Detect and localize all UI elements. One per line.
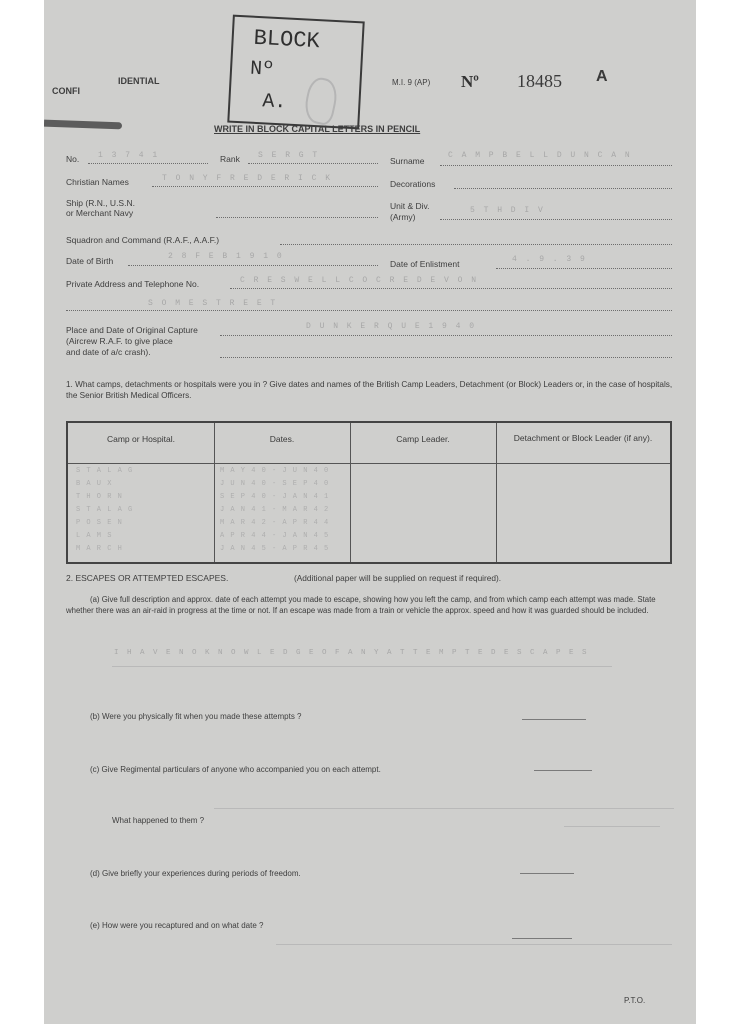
- col-detachment-leader: Detachment or Block Leader (if any).: [513, 433, 653, 443]
- paper-tab-mark: [44, 120, 122, 130]
- value-rank: S E R G T: [258, 151, 320, 160]
- section2-heading-note: (Additional paper will be supplied on request if required).: [294, 573, 502, 583]
- instruction-heading: WRITE IN BLOCK CAPITAL LETTERS IN PENCIL: [214, 124, 421, 134]
- confidential-right: IDENTIAL: [118, 76, 160, 86]
- row-5-camp: L A M S: [76, 532, 113, 540]
- col-dates: Dates.: [269, 434, 295, 444]
- pto-label: P.T.O.: [624, 996, 646, 1005]
- value-enlistment: 4 . 9 . 3 9: [512, 255, 587, 264]
- row-3-dates: J A N 4 1 - M A R 4 2: [220, 506, 330, 514]
- form-code: M.I. 9 (AP): [392, 78, 431, 87]
- section2-e-text: (e) How were you recaptured and on what date ?: [90, 921, 264, 930]
- col-camp-leader: Camp Leader.: [396, 434, 450, 444]
- row-6-camp: M A R C H: [76, 545, 123, 553]
- row-6-dates: J A N 4 5 - A P R 4 5: [220, 545, 330, 553]
- label-address: Private Address and Telephone No.: [66, 279, 200, 289]
- value-unit: 5 T H D I V: [470, 206, 545, 215]
- section2-a-text: (a) Give full description and approx. date of each attempt you made to escape, showing how you left the camp, and from which camp each attempt was made. State whether there was an air-raid in progress at the time or not. If an escape was made from a train or vehicle the approx. speed and how it was guarded should be included.: [66, 595, 656, 615]
- value-address-1: C R E S W E L L C O C R E D E V O N: [240, 276, 479, 285]
- value-capture: D U N K E R Q U E 1 9 4 0: [306, 322, 477, 331]
- row-2-camp: T H O R N: [76, 493, 123, 501]
- value-no: 1 3 7 4 1: [98, 151, 160, 160]
- camps-table: [66, 421, 672, 564]
- col-camp: Camp or Hospital.: [106, 434, 176, 444]
- value-surname: C A M P B E L L D U N C A N: [448, 151, 632, 160]
- stamp-line-3: A.: [261, 90, 287, 115]
- label-dob: Date of Birth: [66, 256, 114, 266]
- section2-c-text: (c) Give Regimental particulars of anyone who accompanied you on each attempt.: [90, 765, 381, 774]
- row-0-camp: S T A L A G: [76, 467, 134, 475]
- section2-heading: 2. ESCAPES OR ATTEMPTED ESCAPES.: [66, 573, 229, 583]
- form-number: 18485: [517, 71, 562, 91]
- label-decorations: Decorations: [390, 179, 436, 189]
- row-1-dates: J U N 4 0 - S E P 4 0: [220, 480, 330, 488]
- label-enlistment: Date of Enlistment: [390, 259, 460, 269]
- label-capture-1: Place and Date of Original Capture: [66, 325, 198, 335]
- form-suffix: A: [596, 68, 608, 85]
- label-christian-names: Christian Names: [66, 177, 129, 187]
- document-page: [44, 0, 696, 1024]
- confidential-left: CONFI: [52, 86, 80, 96]
- label-squadron: Squadron and Command (R.A.F., A.A.F.): [66, 235, 220, 245]
- row-4-camp: P O S E N: [76, 519, 123, 527]
- section2-d-text: (d) Give briefly your experiences during periods of freedom.: [90, 869, 301, 878]
- stamp-line-2: Nº: [249, 57, 275, 82]
- row-0-dates: M A Y 4 0 - J U N 4 0: [220, 467, 330, 475]
- number-label: Nº: [461, 72, 479, 91]
- value-christian-names: T O N Y F R E D E R I C K: [162, 174, 333, 183]
- label-capture-3: and date of a/c crash).: [66, 347, 151, 357]
- value-dob: 2 8 F E B 1 9 1 0: [168, 252, 284, 261]
- row-3-camp: S T A L A G: [76, 506, 134, 514]
- row-4-dates: M A R 4 2 - A P R 4 4: [220, 519, 330, 527]
- label-no: No.: [66, 154, 80, 164]
- block-stamp: [227, 15, 364, 130]
- label-ship-1: Ship (R.N., U.S.N.: [66, 198, 135, 208]
- label-surname: Surname: [390, 156, 425, 166]
- row-2-dates: S E P 4 0 - J A N 4 1: [220, 493, 330, 501]
- section1-question: 1. What camps, detachments or hospitals were you in ? Give dates and names of the British Camp Leaders, Detachment (or Block) Leaders or, in the case of hospitals, the Senior British Medical Officers.: [66, 380, 673, 400]
- section2-b-text: (b) Were you physically fit when you made these attempts ?: [90, 712, 302, 721]
- section2-a-answer: I H A V E N O K N O W L E D G E O F A N Y A T T E M P T E D E S C A P E S: [114, 649, 589, 657]
- label-ship-2: or Merchant Navy: [66, 208, 134, 218]
- section2-what-happened: What happened to them ?: [112, 816, 205, 825]
- value-address-2: S O M E S T R E E T: [148, 299, 278, 308]
- label-unit-2: (Army): [390, 212, 416, 222]
- label-unit-1: Unit & Div.: [390, 201, 430, 211]
- row-1-camp: B A U X: [76, 480, 113, 488]
- row-5-dates: A P R 4 4 - J A N 4 5: [220, 532, 330, 540]
- label-rank: Rank: [220, 154, 240, 164]
- label-capture-2: (Aircrew R.A.F. to give place: [66, 336, 173, 346]
- stamp-line-1: BLOCK: [253, 25, 321, 55]
